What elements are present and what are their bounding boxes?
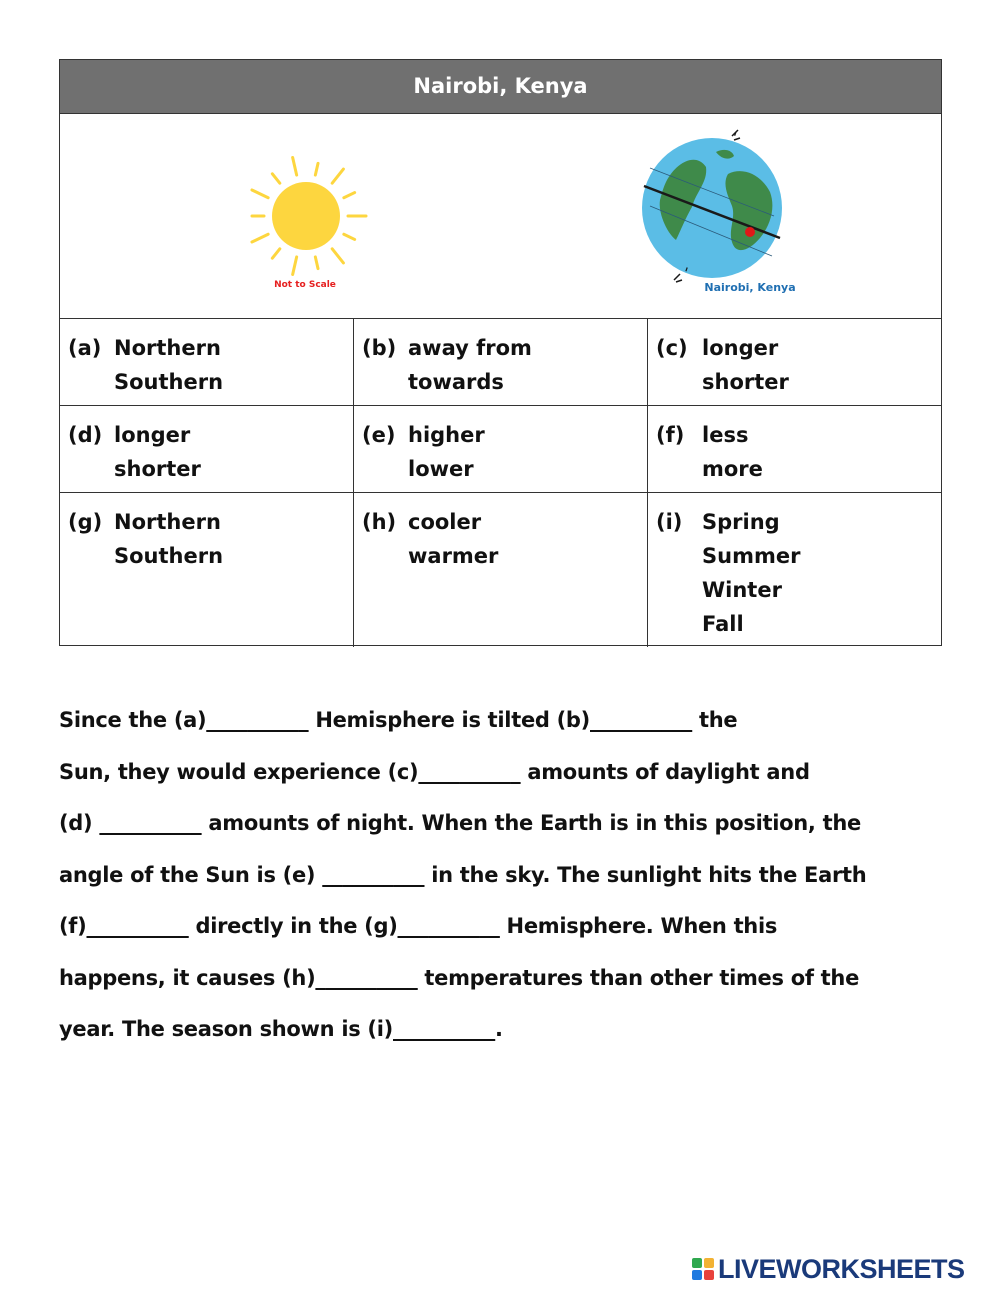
paragraph-line: (f)__________ directly in the (g)__________ Hemisphere. When this bbox=[59, 901, 949, 953]
choice-cell-f: (f) less more bbox=[648, 406, 941, 493]
earth-caption: Nairobi, Kenya bbox=[704, 281, 796, 294]
logo-icon bbox=[692, 1258, 714, 1280]
choice-cell-h: (h) cooler warmer bbox=[354, 493, 648, 647]
option[interactable]: Southern bbox=[114, 370, 224, 394]
earth-globe-icon bbox=[636, 122, 788, 288]
sun-ray bbox=[344, 193, 355, 198]
sun-ray bbox=[293, 257, 297, 275]
answer-blank-c[interactable]: __________ bbox=[418, 759, 521, 784]
option[interactable]: Southern bbox=[114, 544, 224, 568]
sun-caption: Not to Scale bbox=[274, 280, 336, 290]
option[interactable]: longer bbox=[702, 336, 779, 360]
option[interactable]: shorter bbox=[114, 457, 201, 481]
answer-blank-i[interactable]: __________ bbox=[392, 1017, 495, 1041]
answer-blank-e[interactable]: __________ bbox=[322, 862, 425, 887]
paragraph-line: happens, it causes (h)__________ temperatures than other times of the bbox=[59, 953, 949, 1005]
choice-grid bbox=[60, 319, 941, 647]
choice-cell-b: (b) away from towards bbox=[354, 319, 648, 406]
option[interactable]: more bbox=[702, 457, 763, 481]
option[interactable]: Spring bbox=[702, 510, 780, 534]
sun-ray bbox=[344, 234, 355, 239]
option[interactable]: longer bbox=[114, 423, 191, 447]
sun-icon bbox=[244, 154, 368, 278]
paragraph-line: angle of the Sun is (e) __________ in the sky. The sunlight hits the Earth bbox=[59, 850, 949, 902]
nairobi-marker bbox=[745, 227, 755, 237]
option[interactable]: towards bbox=[408, 370, 504, 394]
answer-blank-g[interactable]: __________ bbox=[397, 914, 500, 938]
worksheet-table bbox=[59, 59, 942, 646]
liveworksheets-logo[interactable] bbox=[692, 1254, 965, 1284]
sun-image bbox=[244, 154, 368, 278]
answer-blank-h[interactable]: __________ bbox=[315, 965, 418, 990]
earth-image bbox=[636, 122, 788, 288]
image-row bbox=[60, 114, 941, 319]
paragraph-line: year. The season shown is (i)__________. bbox=[59, 1004, 949, 1056]
table-header: Nairobi, Kenya bbox=[60, 60, 941, 114]
choice-cell-a: (a) Northern Southern bbox=[60, 319, 354, 406]
option[interactable]: away from bbox=[408, 336, 532, 360]
choice-cell-e: (e) higher lower bbox=[354, 406, 648, 493]
option[interactable]: shorter bbox=[702, 370, 789, 394]
sun-ray bbox=[293, 158, 297, 176]
option[interactable]: lower bbox=[408, 457, 474, 481]
option[interactable]: Winter bbox=[702, 578, 782, 602]
answer-blank-d[interactable]: __________ bbox=[99, 811, 202, 835]
option[interactable]: Summer bbox=[702, 544, 801, 568]
choice-cell-g: (g) Northern Southern bbox=[60, 493, 354, 647]
sun-ray bbox=[315, 257, 318, 269]
answer-blank-f[interactable]: __________ bbox=[86, 914, 189, 938]
sun-ray bbox=[332, 249, 343, 263]
sun-ray bbox=[272, 174, 279, 183]
option[interactable]: warmer bbox=[408, 544, 499, 568]
answer-blank-a[interactable]: __________ bbox=[206, 708, 309, 732]
choice-cell-c: (c) longer shorter bbox=[648, 319, 941, 406]
option[interactable]: Northern bbox=[114, 510, 221, 534]
sun-ray bbox=[332, 169, 343, 183]
option[interactable]: less bbox=[702, 423, 749, 447]
paragraph-line: Sun, they would experience (c)__________ amounts of daylight and bbox=[59, 747, 949, 799]
logo-text: LIVEWORKSHEETS bbox=[718, 1253, 965, 1284]
sun-ray bbox=[315, 163, 318, 175]
option[interactable]: Fall bbox=[702, 612, 744, 636]
paragraph-line: Since the (a)__________ Hemisphere is tilted (b)__________ the bbox=[59, 695, 949, 747]
option[interactable]: cooler bbox=[408, 510, 482, 534]
choice-cell-i: (i) Spring Summer Winter Fall bbox=[648, 493, 941, 647]
sun-ray bbox=[252, 190, 268, 198]
sun-ray bbox=[252, 234, 268, 242]
paragraph-line: (d) __________ amounts of night. When the Earth is in this position, the bbox=[59, 798, 949, 850]
fill-in-paragraph bbox=[59, 695, 949, 1056]
option[interactable]: Northern bbox=[114, 336, 221, 360]
answer-blank-b[interactable]: __________ bbox=[589, 708, 692, 732]
option[interactable]: higher bbox=[408, 423, 485, 447]
sun-ray bbox=[272, 249, 279, 258]
choice-cell-d: (d) longer shorter bbox=[60, 406, 354, 493]
